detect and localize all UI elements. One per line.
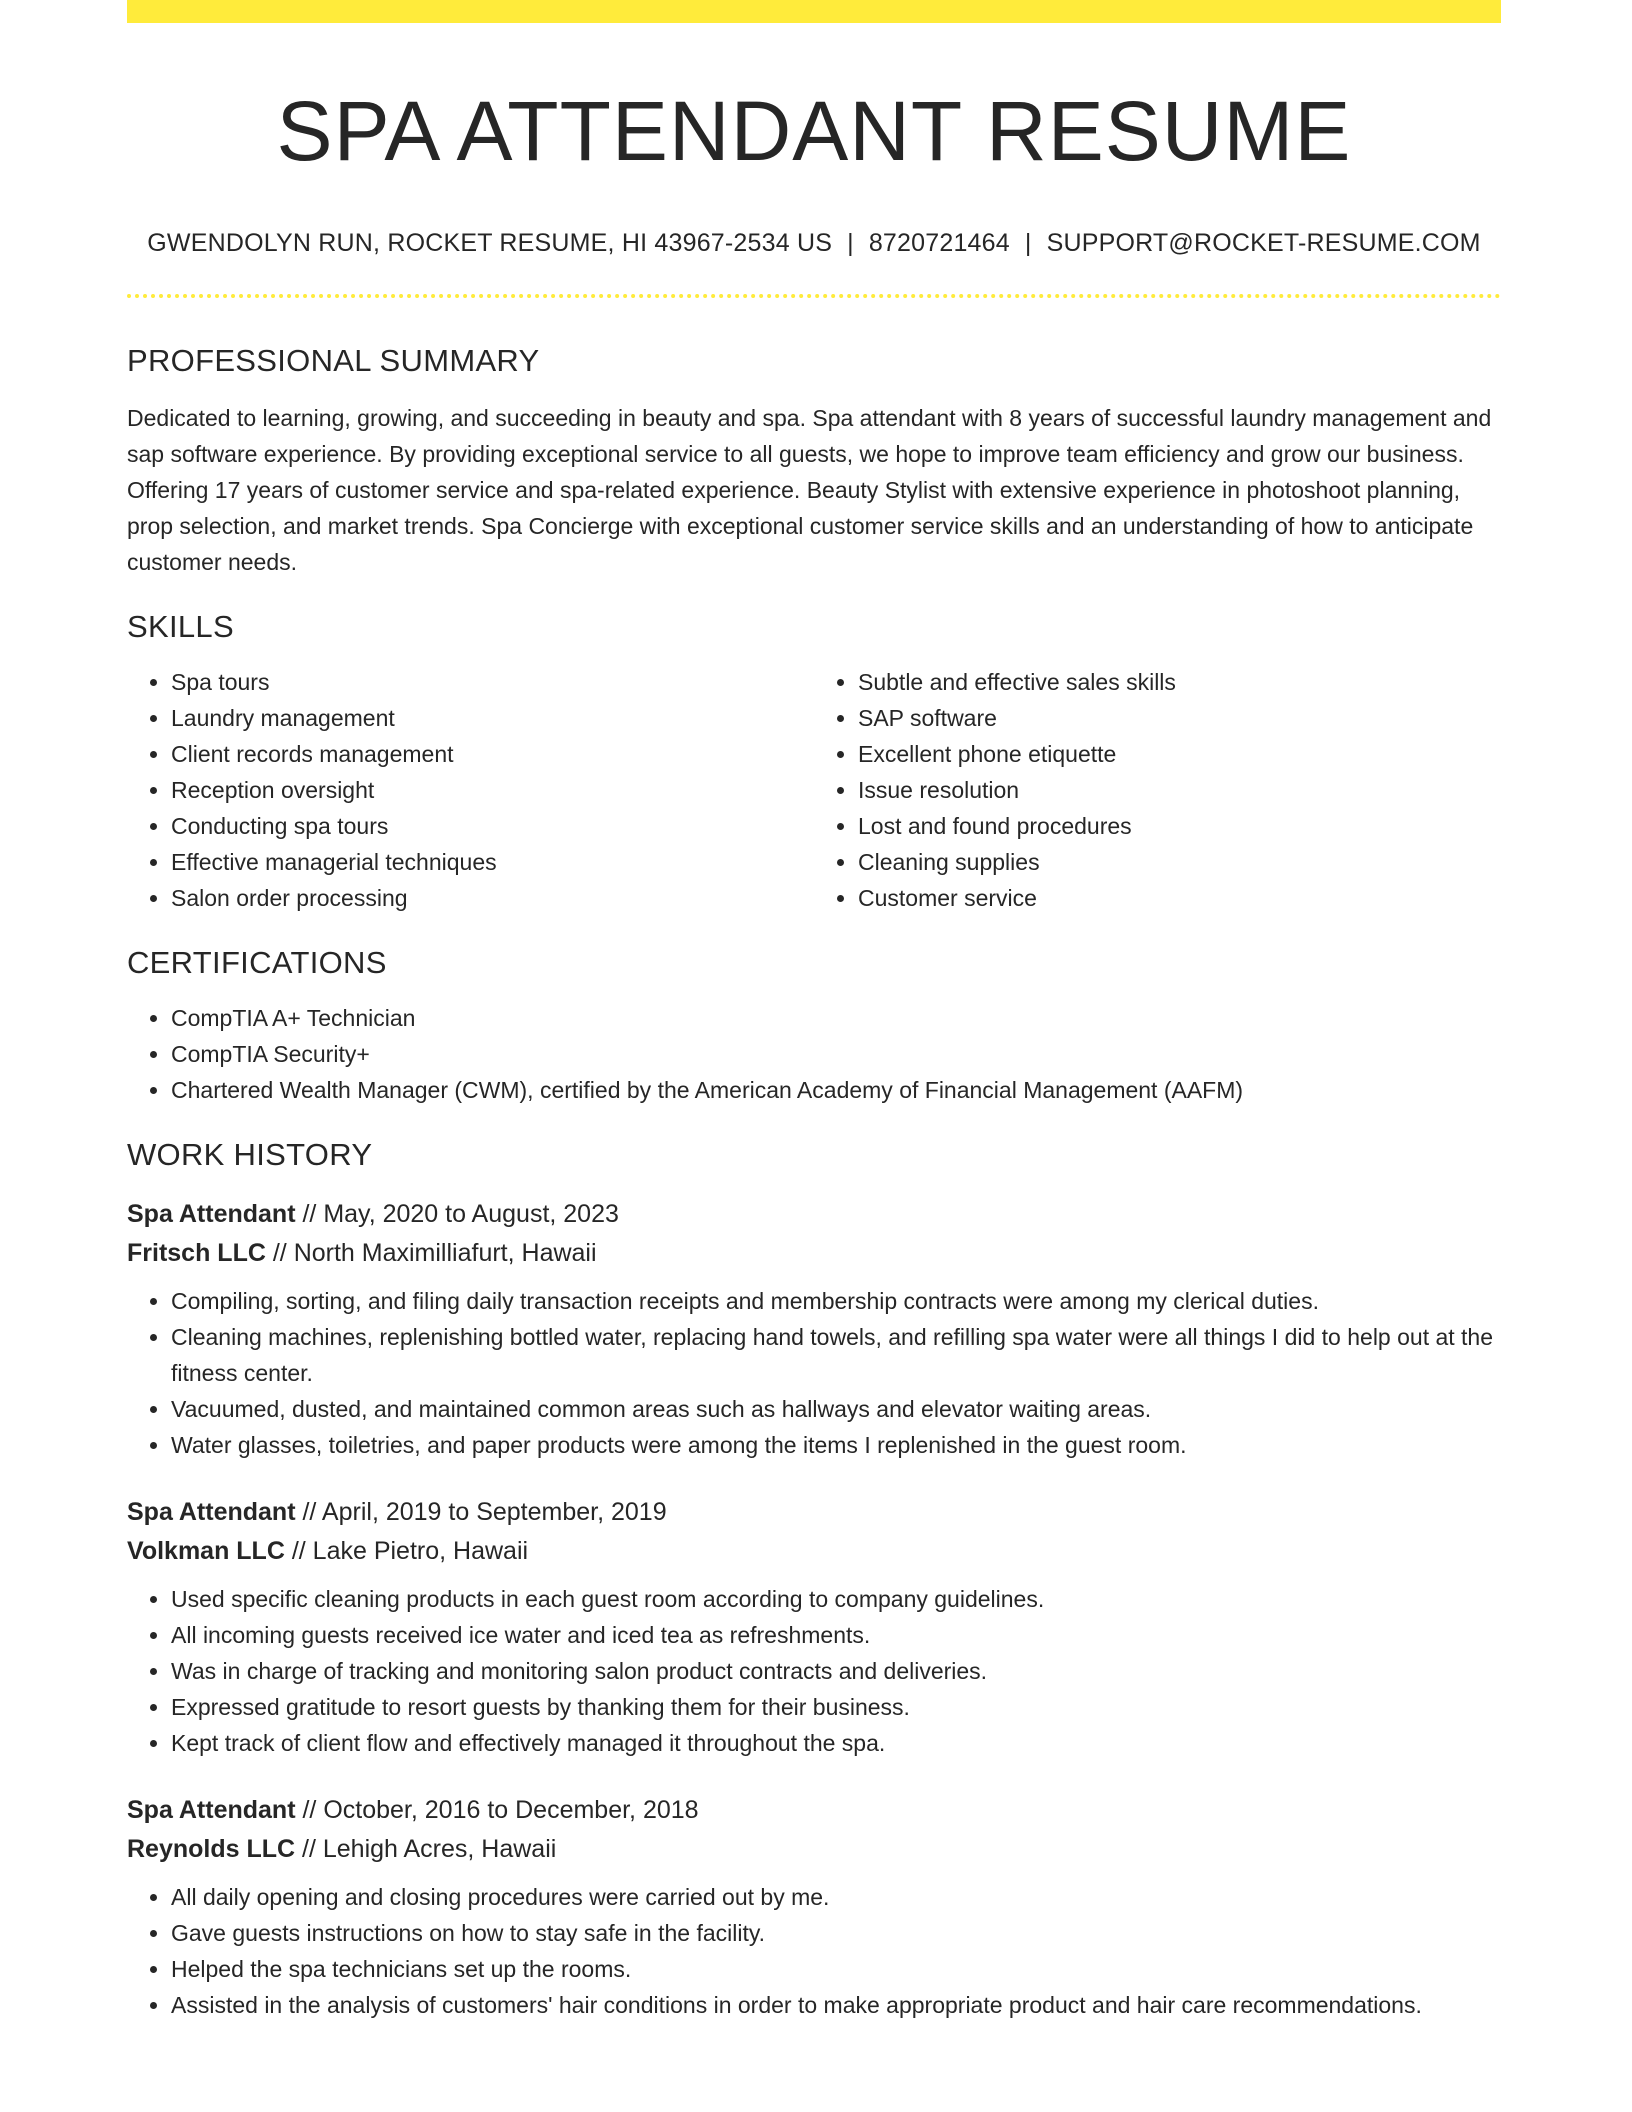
certifications-heading: CERTIFICATIONS xyxy=(127,944,387,980)
contact-line xyxy=(127,228,1501,258)
contact-separator: | xyxy=(847,229,854,258)
contact-address: GWENDOLYN RUN, ROCKET RESUME, HI 43967-2534 US xyxy=(147,229,833,258)
work-history-heading: WORK HISTORY xyxy=(127,1136,373,1172)
resume-page xyxy=(127,0,1501,2023)
job-location: // Lehigh Acres, Hawaii xyxy=(295,1835,557,1864)
job-location: // Lake Pietro, Hawaii xyxy=(284,1537,529,1566)
job-duty: • Used specific cleaning products in each guest room according to company guidelines. xyxy=(171,1581,1501,1617)
skill-item: • Issue resolution xyxy=(858,772,1501,808)
job-dates: // October, 2016 to December, 2018 xyxy=(295,1796,699,1825)
job-role: Spa Attendant xyxy=(127,1200,296,1229)
skills-list xyxy=(127,664,1501,916)
certification-item: • CompTIA A+ Technician xyxy=(171,1000,1501,1036)
skill-item: • SAP software xyxy=(858,700,1501,736)
job-duties-list xyxy=(127,1581,1501,1761)
summary-heading: PROFESSIONAL SUMMARY xyxy=(127,343,540,379)
job-duty: • All incoming guests received ice water and iced tea as refreshments. xyxy=(171,1617,1501,1653)
skill-item: • Laundry management xyxy=(171,700,814,736)
summary-text: Dedicated to learning, growing, and succeeding in beauty and spa. Spa attendant with 8 years of successful laundry management and sap software experience. By providing exceptional service to all guests, we hope to improve team efficiency and grow our business. Offering 17 years of customer service and spa-related experience. Beauty Stylist with extensive experience in photoshoot planning, prop selection, and market trends. Spa Concierge with exceptional customer service skills and an understanding of how to anticipate customer needs. xyxy=(127,404,1492,575)
certification-item: • CompTIA Security+ xyxy=(171,1036,1501,1072)
job-role: Spa Attendant xyxy=(127,1498,296,1527)
job-title-line xyxy=(127,1493,1501,1532)
job-location: // North Maximilliafurt, Hawaii xyxy=(265,1239,597,1268)
skill-item: • Cleaning supplies xyxy=(858,844,1501,880)
resume-title: SPA ATTENDANT RESUME xyxy=(276,84,1352,178)
skill-item: • Conducting spa tours xyxy=(171,808,814,844)
skill-item: • Salon order processing xyxy=(171,880,814,916)
top-accent-bar xyxy=(127,0,1501,23)
skill-item: • Effective managerial techniques xyxy=(171,844,814,880)
job-duty: • Gave guests instructions on how to stay safe in the facility. xyxy=(171,1915,1501,1951)
job-dates: // April, 2019 to September, 2019 xyxy=(295,1498,667,1527)
job-duty: • Helped the spa technicians set up the rooms. xyxy=(171,1951,1501,1987)
skill-item: • Subtle and effective sales skills xyxy=(858,664,1501,700)
contact-separator: | xyxy=(1024,229,1032,258)
job-title-line xyxy=(127,1791,1501,1830)
job-duty: • Vacuumed, dusted, and maintained common areas such as hallways and elevator waiting areas. xyxy=(171,1391,1501,1427)
skills-heading: SKILLS xyxy=(127,608,234,644)
job-company: Fritsch LLC xyxy=(127,1239,266,1268)
certification-item: • Chartered Wealth Manager (CWM), certified by the American Academy of Financial Management (AAFM) xyxy=(171,1072,1501,1108)
skill-item: • Excellent phone etiquette xyxy=(858,736,1501,772)
skill-item: • Client records management xyxy=(171,736,814,772)
job-duty: • All daily opening and closing procedures were carried out by me. xyxy=(171,1879,1501,1915)
job-company-line xyxy=(127,1234,1501,1273)
contact-email: SUPPORT@ROCKET-RESUME.COM xyxy=(1046,229,1481,258)
contact-phone: 8720721464 xyxy=(868,229,1010,258)
skill-item: • Reception oversight xyxy=(171,772,814,808)
dotted-divider xyxy=(127,294,1501,298)
job-duty: • Water glasses, toiletries, and paper products were among the items I replenished in the guest room. xyxy=(171,1427,1501,1463)
job-role: Spa Attendant xyxy=(127,1796,296,1825)
job-entry xyxy=(127,1195,1501,1463)
job-company-line xyxy=(127,1532,1501,1571)
certifications-list xyxy=(127,1000,1501,1108)
job-duties-list xyxy=(127,1283,1501,1463)
job-dates: // May, 2020 to August, 2023 xyxy=(295,1200,619,1229)
job-duty: • Kept track of client flow and effectively managed it throughout the spa. xyxy=(171,1725,1501,1761)
job-duty: • Cleaning machines, replenishing bottled water, replacing hand towels, and refilling spa water were all things I did to help out at the fitness center. xyxy=(171,1319,1501,1391)
job-entry xyxy=(127,1493,1501,1761)
skill-item: • Lost and found procedures xyxy=(858,808,1501,844)
skill-item: • Spa tours xyxy=(171,664,814,700)
job-company: Volkman LLC xyxy=(127,1537,285,1566)
skills-left-column xyxy=(127,664,814,916)
job-entry xyxy=(127,1791,1501,2023)
job-duties-list xyxy=(127,1879,1501,2023)
job-duty: • Assisted in the analysis of customers' hair conditions in order to make appropriate product and hair care recommendations. xyxy=(171,1987,1501,2023)
job-duty: • Was in charge of tracking and monitoring salon product contracts and deliveries. xyxy=(171,1653,1501,1689)
job-duty: • Expressed gratitude to resort guests by thanking them for their business. xyxy=(171,1689,1501,1725)
job-company: Reynolds LLC xyxy=(127,1835,296,1864)
skills-right-column xyxy=(814,664,1501,916)
job-duty: • Compiling, sorting, and filing daily transaction receipts and membership contracts were among my clerical duties. xyxy=(171,1283,1501,1319)
job-company-line xyxy=(127,1830,1501,1869)
skill-item: • Customer service xyxy=(858,880,1501,916)
job-title-line xyxy=(127,1195,1501,1234)
